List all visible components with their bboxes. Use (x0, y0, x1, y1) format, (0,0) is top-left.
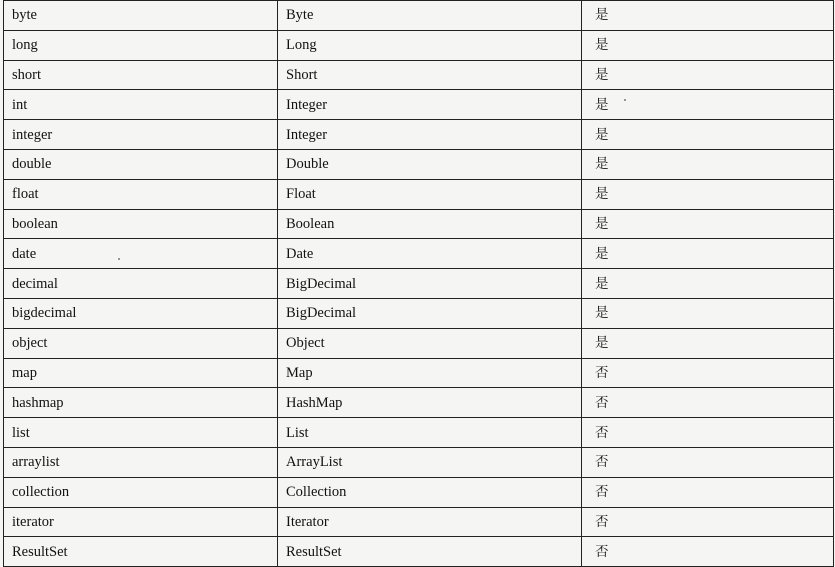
alias-cell: byte (4, 1, 278, 31)
scan-speck (624, 99, 626, 101)
table-row (4, 358, 834, 388)
table-row (4, 1, 834, 31)
java-type-cell: HashMap (278, 388, 582, 418)
java-type-cell: Integer (278, 90, 582, 120)
table-row (4, 239, 834, 269)
flag-cell: 是 (582, 30, 834, 60)
alias-cell: iterator (4, 507, 278, 537)
java-type-cell: BigDecimal (278, 298, 582, 328)
table-row (4, 507, 834, 537)
alias-cell: int (4, 90, 278, 120)
table-row (4, 30, 834, 60)
alias-cell: ResultSet (4, 537, 278, 567)
java-type-cell: Collection (278, 477, 582, 507)
flag-cell: 否 (582, 477, 834, 507)
alias-cell: boolean (4, 209, 278, 239)
java-type-cell: Float (278, 179, 582, 209)
alias-cell: hashmap (4, 388, 278, 418)
table-row (4, 90, 834, 120)
flag-cell: 是 (582, 149, 834, 179)
flag-cell: 否 (582, 447, 834, 477)
flag-cell: 是 (582, 328, 834, 358)
table-row (4, 537, 834, 567)
alias-cell: integer (4, 120, 278, 150)
flag-cell: 是 (582, 1, 834, 31)
java-type-cell: Object (278, 328, 582, 358)
flag-cell: 是 (582, 90, 834, 120)
alias-cell: short (4, 60, 278, 90)
table-row (4, 269, 834, 299)
java-type-cell: Short (278, 60, 582, 90)
java-type-cell: ResultSet (278, 537, 582, 567)
flag-cell: 否 (582, 388, 834, 418)
flag-cell: 否 (582, 537, 834, 567)
table-row (4, 149, 834, 179)
flag-cell: 否 (582, 358, 834, 388)
alias-cell: float (4, 179, 278, 209)
java-type-cell: Double (278, 149, 582, 179)
scan-speck (118, 258, 120, 260)
table-body (4, 1, 834, 567)
java-type-cell: Long (278, 30, 582, 60)
java-type-cell: Iterator (278, 507, 582, 537)
java-type-cell: Date (278, 239, 582, 269)
alias-cell: map (4, 358, 278, 388)
flag-cell: 是 (582, 209, 834, 239)
java-type-cell: Integer (278, 120, 582, 150)
table-row (4, 298, 834, 328)
alias-cell: date (4, 239, 278, 269)
java-type-cell: Byte (278, 1, 582, 31)
table-row (4, 60, 834, 90)
flag-cell: 是 (582, 120, 834, 150)
type-alias-table (3, 0, 834, 567)
java-type-cell: BigDecimal (278, 269, 582, 299)
table-row (4, 388, 834, 418)
alias-cell: bigdecimal (4, 298, 278, 328)
table-row (4, 328, 834, 358)
table-row (4, 120, 834, 150)
table-row (4, 447, 834, 477)
table-row (4, 179, 834, 209)
java-type-cell: ArrayList (278, 447, 582, 477)
table-row (4, 418, 834, 448)
alias-cell: arraylist (4, 447, 278, 477)
java-type-cell: Map (278, 358, 582, 388)
flag-cell: 否 (582, 507, 834, 537)
flag-cell: 是 (582, 60, 834, 90)
java-type-cell: Boolean (278, 209, 582, 239)
java-type-cell: List (278, 418, 582, 448)
flag-cell: 否 (582, 418, 834, 448)
flag-cell: 是 (582, 269, 834, 299)
alias-cell: object (4, 328, 278, 358)
alias-cell: double (4, 149, 278, 179)
alias-cell: list (4, 418, 278, 448)
alias-cell: decimal (4, 269, 278, 299)
flag-cell: 是 (582, 179, 834, 209)
table-row (4, 209, 834, 239)
flag-cell: 是 (582, 239, 834, 269)
alias-cell: collection (4, 477, 278, 507)
flag-cell: 是 (582, 298, 834, 328)
alias-cell: long (4, 30, 278, 60)
table-row (4, 477, 834, 507)
